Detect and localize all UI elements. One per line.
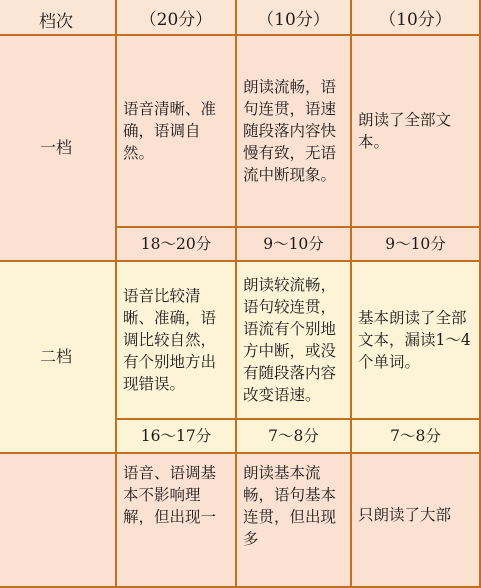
header-criterion-2-points: （10分） <box>257 10 330 30</box>
fluency-desc: 朗读较流畅，语句较连贯，语流有个别地方中断，或没有随段落内容改变语速。 <box>236 261 351 419</box>
completeness-score: 7～8分 <box>351 419 480 453</box>
header-level-cell <box>0 0 116 35</box>
pronunciation-score: 18～20分 <box>116 227 236 261</box>
pronunciation-score: 16～17分 <box>116 419 236 453</box>
table-row <box>0 35 480 227</box>
level-cell: 二档 <box>0 261 116 453</box>
header-criterion-1-cell <box>116 0 236 35</box>
fluency-desc: 朗读流畅，语句连贯，语速随段落内容快慢有致，无语流中断现象。 <box>236 35 351 227</box>
pronunciation-desc: 语音、语调基本不影响理解，但出现一 <box>116 453 236 587</box>
completeness-desc: 基本朗读了全部文本，漏读1～4个单词。 <box>351 261 480 419</box>
completeness-desc: 只朗读了大部 <box>351 453 480 587</box>
header-criterion-2-cell <box>236 0 351 35</box>
table-header-row <box>0 0 480 35</box>
fluency-score: 9～10分 <box>236 227 351 261</box>
header-level-label: 档次 <box>39 12 73 32</box>
header-criterion-3-points: （10分） <box>379 10 452 30</box>
completeness-desc: 朗读了全部文本。 <box>351 35 480 227</box>
pronunciation-desc: 语音比较清晰、准确，语调比较自然，有个别地方出现错误。 <box>116 261 236 419</box>
fluency-score: 7～8分 <box>236 419 351 453</box>
header-criterion-3-cell <box>351 0 480 35</box>
pronunciation-desc: 语音清晰、准确，语调自然。 <box>116 35 236 227</box>
level-cell <box>0 453 116 587</box>
level-cell: 一档 <box>0 35 116 261</box>
table-row <box>0 261 480 419</box>
table-row <box>0 453 480 587</box>
completeness-score: 9～10分 <box>351 227 480 261</box>
header-criterion-1-points: （20分） <box>139 10 213 30</box>
fluency-desc: 朗读基本流畅，语句基本连贯，但出现多 <box>236 453 351 587</box>
